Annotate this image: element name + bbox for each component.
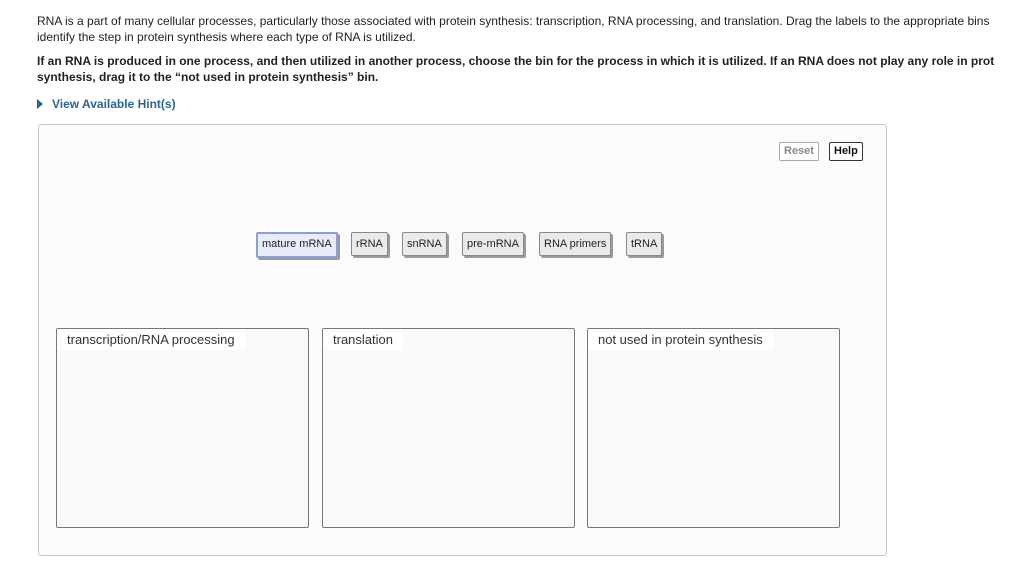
label-rna-primers[interactable]: RNA primers (539, 232, 611, 256)
label-trna[interactable]: tRNA (626, 232, 662, 256)
instructions-line-2: identify the step in protein synthesis where each type of RNA is utilized. (37, 30, 416, 44)
bin-not-used[interactable] (587, 328, 840, 528)
label-rrna[interactable]: rRNA (351, 232, 388, 256)
view-hints-label: View Available Hint(s) (52, 97, 176, 111)
label-pre-mrna[interactable]: pre-mRNA (462, 232, 524, 256)
reset-button[interactable]: Reset (779, 142, 819, 161)
note-line-2: synthesis, drag it to the “not used in protein synthesis” bin. (37, 70, 379, 84)
bin-title: not used in protein synthesis (588, 329, 773, 350)
drag-drop-panel (38, 124, 887, 556)
bin-translation[interactable] (322, 328, 575, 528)
instructions-note (37, 53, 1024, 85)
note-line-1: If an RNA is produced in one process, and then utilized in another process, choose the bin for the process in which it is utilized. If an RNA does not play any role in prot (37, 54, 995, 68)
bin-transcription-rna-processing[interactable] (56, 328, 309, 528)
bin-title: translation (323, 329, 403, 350)
caret-right-icon (37, 99, 43, 109)
label-mature-mrna[interactable]: mature mRNA (256, 232, 338, 258)
label-snrna[interactable]: snRNA (402, 232, 447, 256)
instructions-line-1: RNA is a part of many cellular processes, particularly those associated with protein synthesis: transcription, RNA processing, and translation. Drag the labels to the appropriate bins (37, 14, 990, 28)
instructions-text (37, 13, 1024, 45)
bin-title: transcription/RNA processing (57, 329, 245, 350)
view-hints-link[interactable] (37, 97, 176, 111)
help-button[interactable]: Help (829, 142, 863, 161)
